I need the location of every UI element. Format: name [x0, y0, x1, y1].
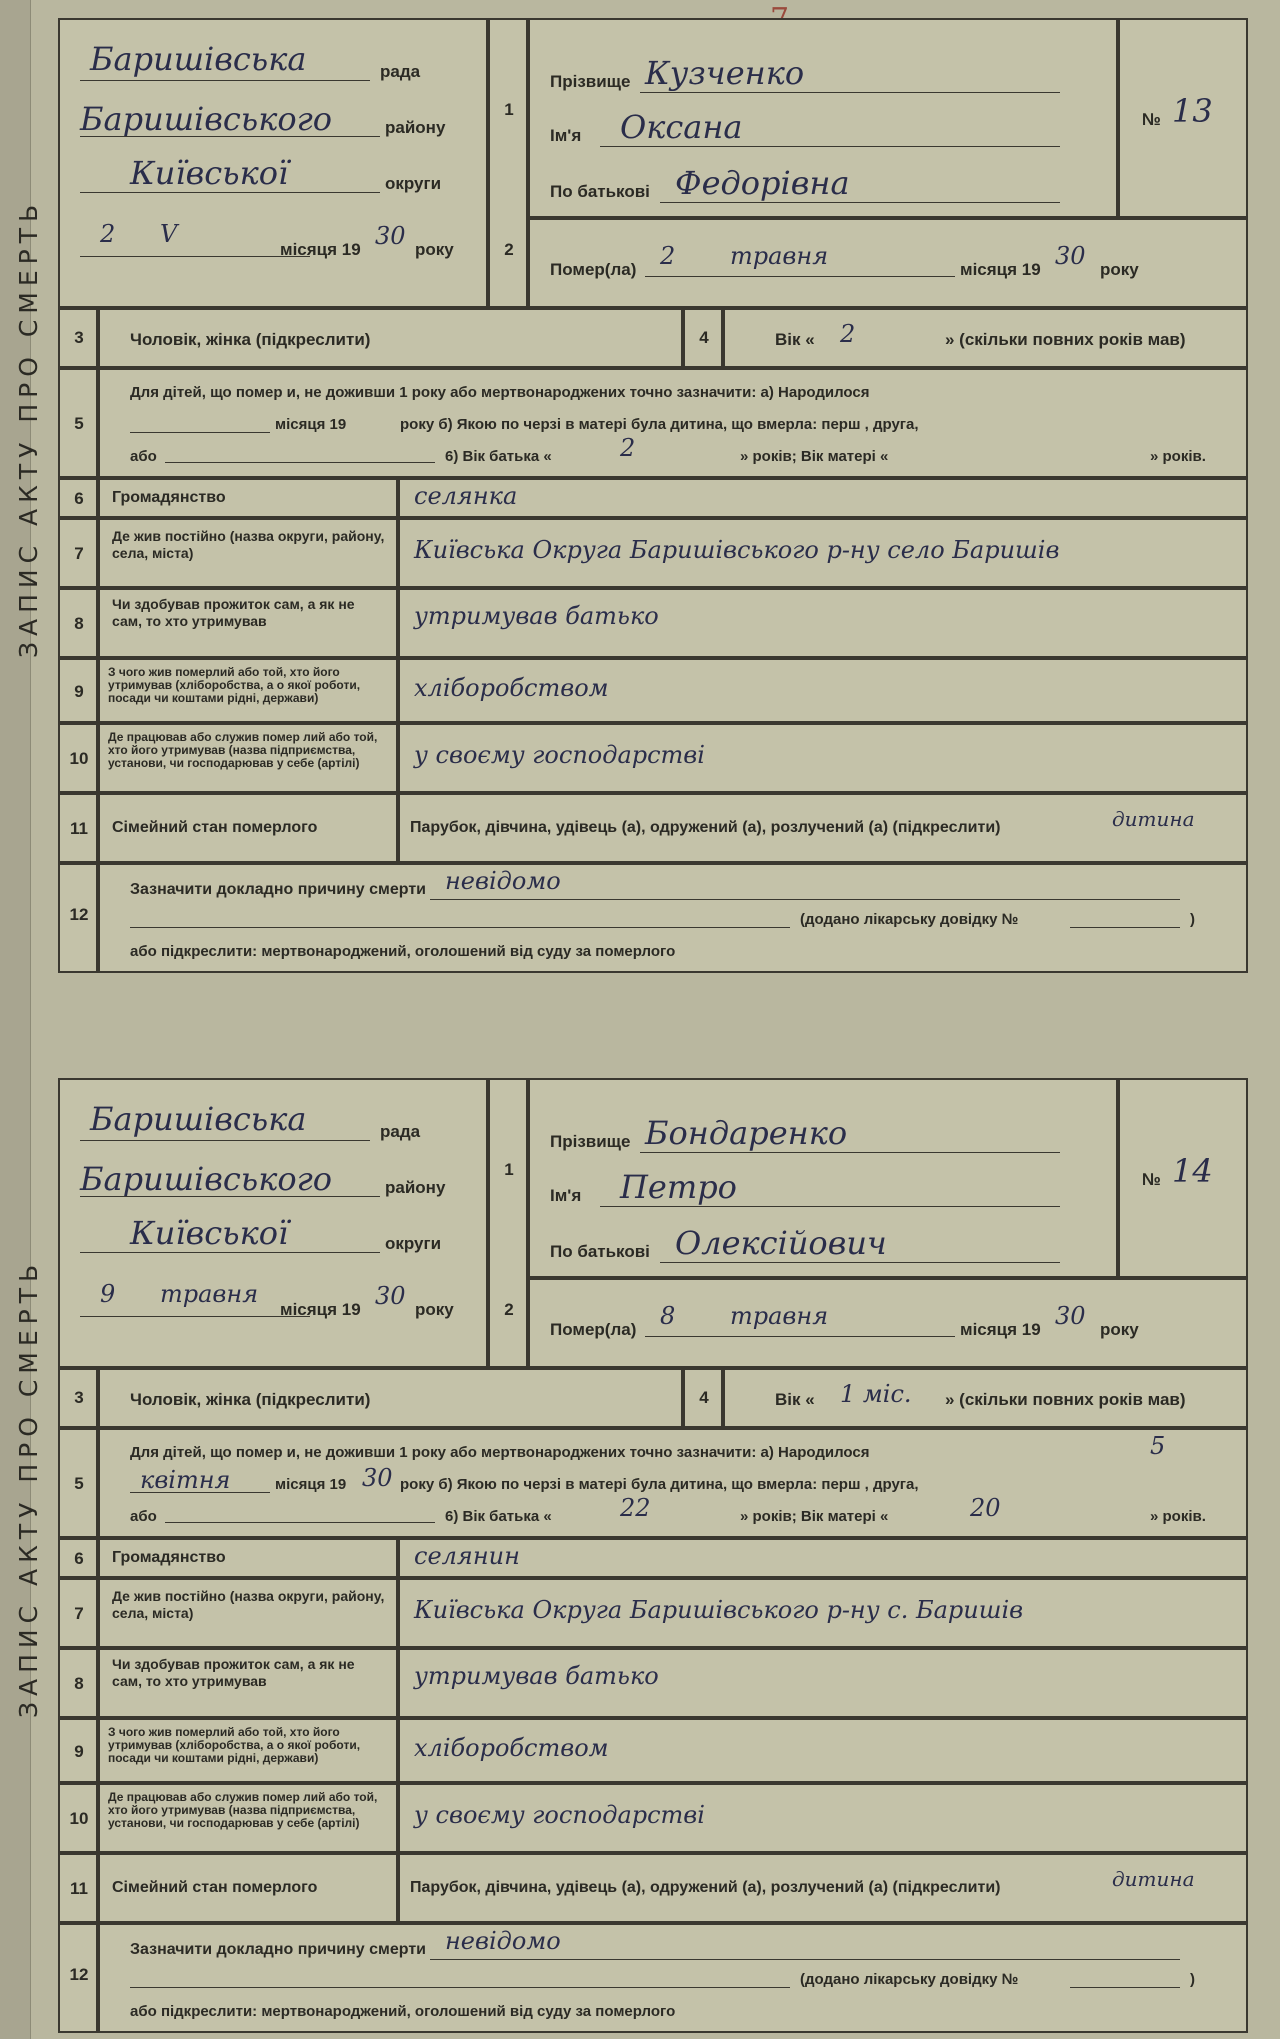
children-line-2b: року б) Якою по черзі в матері була дитина, що вмерла: перш , друга, — [400, 416, 919, 433]
patronymic-line — [660, 1262, 1060, 1263]
died-label: Помер(ла) — [550, 260, 637, 279]
patronymic-value: Олексійович — [675, 1224, 887, 1262]
reg-roku-label: року — [415, 1300, 454, 1319]
children-line-3c: » років; Вік матері « — [740, 448, 889, 465]
citizenship-value-cell — [398, 478, 1248, 518]
row-4-box — [683, 308, 723, 368]
row-number-5: 5 — [74, 414, 84, 433]
workplace-value-cell — [398, 1783, 1248, 1853]
okruha-value: Київської — [130, 154, 289, 192]
livelihood-value-cell — [398, 1648, 1248, 1718]
family-status-label-cell — [98, 1853, 398, 1923]
row-number-3: 3 — [74, 328, 84, 347]
raion-label: району — [385, 1178, 446, 1197]
age-value: 1 міс. — [840, 1380, 912, 1408]
family-status-label-cell — [98, 793, 398, 863]
record-number-value: 13 — [1172, 92, 1213, 130]
rada-value: Баришівська — [90, 40, 307, 78]
born-day-value: 5 — [1150, 1432, 1166, 1460]
row-number-4: 4 — [699, 1388, 709, 1407]
cause-value: невідомо — [445, 1927, 561, 1955]
row-number-1: 1 — [504, 100, 514, 119]
residence-value-cell — [398, 1578, 1248, 1648]
cause-line-3: або підкреслити: мертвонароджений, оголошений від суду за померлого — [130, 943, 676, 960]
surname-value: Бондаренко — [645, 1114, 848, 1152]
record-number-box — [1118, 18, 1248, 218]
surname-label: Прізвище — [550, 72, 631, 91]
children-box — [98, 368, 1248, 478]
row-6-num: 6 — [58, 1538, 98, 1578]
reg-day-value: 9 — [100, 1280, 116, 1308]
row-5-box — [58, 1428, 98, 1538]
rada-label: рада — [380, 62, 421, 81]
livelihood-label: Чи здобував прожиток сам, а як не сам, то хто утримував — [112, 596, 355, 629]
record-number-value: 14 — [1172, 1152, 1213, 1190]
surname-value: Кузченко — [645, 54, 805, 92]
cause-cell — [98, 863, 1248, 973]
residence-value: Київська Округа Баришівського р-ну с. Баришів — [414, 1596, 1024, 1624]
death-roku-label: року — [1100, 1320, 1139, 1339]
source-label-cell — [98, 658, 398, 723]
surname-label: Прізвище — [550, 1132, 631, 1151]
name-value: Оксана — [620, 108, 743, 146]
row-7-num: 7 — [58, 1578, 98, 1648]
death-year-value: 30 — [1055, 1302, 1086, 1330]
name-label: Ім'я — [550, 126, 582, 145]
family-status-label: Сімейний стан померлого — [112, 819, 318, 836]
row-8-num: 8 — [58, 1648, 98, 1718]
death-date-box — [528, 1278, 1248, 1368]
patronymic-label: По батькові — [550, 1242, 650, 1261]
citizenship-value: селянин — [414, 1542, 520, 1570]
row-6-num: 6 — [58, 478, 98, 518]
children-line-2: місяця 19 — [275, 1476, 347, 1493]
cause-line-1 — [430, 1959, 1180, 1960]
raion-line — [80, 136, 380, 137]
number-prefix: № — [1142, 1170, 1161, 1189]
age-value: 2 — [840, 320, 856, 348]
row-number-3: 3 — [74, 1388, 84, 1407]
name-label: Ім'я — [550, 1186, 582, 1205]
sex-box — [98, 1368, 683, 1428]
row-marker-1-2 — [488, 18, 528, 308]
surname-line — [640, 92, 1060, 93]
sex-box — [98, 308, 683, 368]
children-box — [98, 1428, 1248, 1538]
livelihood-label-cell — [98, 588, 398, 658]
citizenship-value-cell — [398, 1538, 1248, 1578]
reg-month-label: місяця 19 — [280, 240, 361, 259]
cause-value: невідомо — [445, 867, 561, 895]
family-status-options: Парубок, дівчина, удівець (а), одружений (а), розлучений (а) (підкреслити) — [410, 1879, 1001, 1896]
children-line-2b: року б) Якою по черзі в матері була дитина, що вмерла: перш , друга, — [400, 1476, 919, 1493]
workplace-label-cell — [98, 723, 398, 793]
raion-value: Баришівського — [80, 1160, 333, 1198]
cause-note: (додано лікарську довідку № — [800, 911, 1019, 928]
cause-line-2 — [130, 1987, 790, 1988]
sex-label: Чоловік, жінка (підкреслити) — [130, 1390, 371, 1409]
citizenship-label: Громадянство — [112, 1549, 226, 1566]
death-month-value: травня — [730, 242, 829, 270]
children-line-3a: або — [130, 1508, 157, 1525]
died-label: Помер(ла) — [550, 1320, 637, 1339]
source-value: хліборобством — [414, 674, 609, 702]
cause-label: Зазначити докладно причину смерти — [130, 881, 426, 898]
children-line-3b: 6) Вік батька « — [445, 448, 552, 465]
cause-line-2 — [130, 927, 790, 928]
residence-label-cell — [98, 1578, 398, 1648]
source-value-cell — [398, 1718, 1248, 1783]
children-line-3c: » років; Вік матері « — [740, 1508, 889, 1525]
mother-age-value: 20 — [970, 1494, 1001, 1522]
residence-label: Де жив постійно (назва округи, району, села, міста) — [112, 1588, 385, 1621]
workplace-value-cell — [398, 723, 1248, 793]
reg-roku-label: року — [415, 240, 454, 259]
reg-day-value: 2 — [100, 220, 116, 248]
registry-header-box — [58, 1078, 488, 1368]
children-line-3b: 6) Вік батька « — [445, 1508, 552, 1525]
residence-value: Київська Округа Баришівського р-ну село Баришів — [414, 536, 1060, 564]
reg-month-value: травня — [160, 1280, 259, 1308]
death-month-value: травня — [730, 1302, 829, 1330]
source-value-cell — [398, 658, 1248, 723]
patronymic-line — [660, 202, 1060, 203]
rada-line — [80, 1140, 370, 1141]
age-label: Вік « — [775, 1390, 815, 1409]
death-day-value: 2 — [660, 242, 676, 270]
workplace-label-cell — [98, 1783, 398, 1853]
source-label: З чого жив померлий або той, хто його утримував (хліборобства, а о якої роботи, посади чи коштами рідні, держави) — [108, 1725, 361, 1765]
livelihood-value: утримував батько — [414, 602, 659, 630]
name-line — [600, 146, 1060, 147]
row-7-num: 7 — [58, 518, 98, 588]
row-number-2: 2 — [504, 240, 514, 259]
row-number-5: 5 — [74, 1474, 84, 1493]
citizenship-label-cell — [98, 1538, 398, 1578]
raion-value: Баришівського — [80, 100, 333, 138]
family-status-value: дитина — [1112, 807, 1195, 831]
reg-year-value: 30 — [375, 222, 406, 250]
children-line-3d: » років. — [1150, 448, 1206, 465]
death-date-line — [645, 1336, 955, 1337]
livelihood-label: Чи здобував прожиток сам, а як не сам, то хто утримував — [112, 1656, 355, 1689]
livelihood-label-cell — [98, 1648, 398, 1718]
residence-value-cell — [398, 518, 1248, 588]
record-vertical-title: ЗАПИС АКТУ ПРО СМЕРТЬ — [14, 1258, 43, 1718]
residence-label: Де жив постійно (назва округи, району, села, міста) — [112, 528, 385, 561]
row-12-num: 12 — [58, 863, 98, 973]
reg-year-value: 30 — [375, 1282, 406, 1310]
livelihood-value: утримував батько — [414, 1662, 659, 1690]
cause-note-close: ) — [1190, 911, 1195, 928]
age-label: Вік « — [775, 330, 815, 349]
cause-line-1 — [430, 899, 1180, 900]
row-4-box — [683, 1368, 723, 1428]
family-status-options: Парубок, дівчина, удівець (а), одружений (а), розлучений (а) (підкреслити) — [410, 819, 1001, 836]
children-line-2: місяця 19 — [275, 416, 347, 433]
row-8-num: 8 — [58, 588, 98, 658]
row-11-num: 11 — [58, 1853, 98, 1923]
source-label: З чого жив померлий або той, хто його утримував (хліборобства, а о якої роботи, посади чи коштами рідні, держави) — [108, 665, 361, 705]
okruha-value: Київської — [130, 1214, 289, 1252]
rada-label: рада — [380, 1122, 421, 1141]
workplace-value: у своєму господарстві — [414, 1801, 705, 1829]
children-line-3-blank — [165, 462, 435, 463]
row-10-num: 10 — [58, 723, 98, 793]
born-month-line — [130, 432, 270, 433]
family-status-value-cell — [398, 1853, 1248, 1923]
age-suffix: » (скільки повних років мав) — [945, 1390, 1186, 1409]
rada-line — [80, 80, 370, 81]
children-line-3a: або — [130, 448, 157, 465]
death-roku-label: року — [1100, 260, 1139, 279]
row-number-2: 2 — [504, 1300, 514, 1319]
row-9-num: 9 — [58, 1718, 98, 1783]
death-date-box — [528, 218, 1248, 308]
children-line-1: Для дітей, що помер и, не доживши 1 року або мертвонароджених точно зазначити: а) Народилося — [130, 1444, 870, 1461]
age-suffix: » (скільки повних років мав) — [945, 330, 1186, 349]
children-line-3d: » років. — [1150, 1508, 1206, 1525]
source-label-cell — [98, 1718, 398, 1783]
row-12-num: 12 — [58, 1923, 98, 2033]
row-number-1: 1 — [504, 1160, 514, 1179]
death-date-line — [645, 276, 955, 277]
cause-note: (додано лікарську довідку № — [800, 1971, 1019, 1988]
death-day-value: 8 — [660, 1302, 676, 1330]
workplace-value: у своєму господарстві — [414, 741, 705, 769]
row-11-num: 11 — [58, 793, 98, 863]
workplace-label: Де працював або служив помер лий або той, хто його утримував (назва підприємства, установи, чи господарював у себе (артілі) — [108, 730, 378, 770]
cause-label: Зазначити докладно причину смерти — [130, 1941, 426, 1958]
citizenship-label-cell — [98, 478, 398, 518]
age-box — [723, 1368, 1248, 1428]
age-box — [723, 308, 1248, 368]
born-month-line — [130, 1492, 270, 1493]
row-number-4: 4 — [699, 328, 709, 347]
name-box — [528, 1078, 1118, 1278]
reg-month-label: місяця 19 — [280, 1300, 361, 1319]
reg-month-value: V — [160, 220, 178, 248]
okruha-label: округи — [385, 1234, 442, 1253]
reg-date-line — [80, 256, 310, 257]
registry-header-box — [58, 18, 488, 308]
workplace-label: Де працював або служив помер лий або той, хто його утримував (назва підприємства, установи, чи господарював у себе (артілі) — [108, 1790, 378, 1830]
number-prefix: № — [1142, 110, 1161, 129]
cause-note-line — [1070, 927, 1180, 928]
row-marker-1-2 — [488, 1078, 528, 1368]
residence-label-cell — [98, 518, 398, 588]
livelihood-value-cell — [398, 588, 1248, 658]
rada-value: Баришівська — [90, 1100, 307, 1138]
name-value: Петро — [620, 1168, 737, 1206]
father-age-value: 22 — [620, 1494, 651, 1522]
name-box — [528, 18, 1118, 218]
okruha-label: округи — [385, 174, 442, 193]
children-line-3-blank — [165, 1522, 435, 1523]
okruha-line — [80, 1252, 380, 1253]
born-month-value: квітня — [140, 1466, 231, 1494]
citizenship-value: селянка — [414, 482, 518, 510]
citizenship-label: Громадянство — [112, 489, 226, 506]
raion-line — [80, 1196, 380, 1197]
family-status-value: дитина — [1112, 1867, 1195, 1891]
surname-line — [640, 1152, 1060, 1153]
row-10-num: 10 — [58, 1783, 98, 1853]
sex-label: Чоловік, жінка (підкреслити) — [130, 330, 371, 349]
record-number-box — [1118, 1078, 1248, 1278]
name-line — [600, 1206, 1060, 1207]
death-month-label: місяця 19 — [960, 1320, 1041, 1339]
cause-line-3: або підкреслити: мертвонароджений, оголошений від суду за померлого — [130, 2003, 676, 2020]
reg-date-line — [80, 1316, 310, 1317]
row-9-num: 9 — [58, 658, 98, 723]
born-year-value: 30 — [362, 1464, 393, 1492]
row-3-box — [58, 1368, 98, 1428]
cause-note-line — [1070, 1987, 1180, 1988]
family-status-value-cell — [398, 793, 1248, 863]
patronymic-value: Федорівна — [675, 164, 850, 202]
death-month-label: місяця 19 — [960, 260, 1041, 279]
children-line-1: Для дітей, що помер и, не доживши 1 року або мертвонароджених точно зазначити: а) Народилося — [130, 384, 870, 401]
patronymic-label: По батькові — [550, 182, 650, 201]
okruha-line — [80, 192, 380, 193]
father-age-value: 2 — [620, 434, 636, 462]
row-5-box — [58, 368, 98, 478]
cause-note-close: ) — [1190, 1971, 1195, 1988]
death-year-value: 30 — [1055, 242, 1086, 270]
row-3-box — [58, 308, 98, 368]
source-value: хліборобством — [414, 1734, 609, 1762]
family-status-label: Сімейний стан померлого — [112, 1879, 318, 1896]
raion-label: району — [385, 118, 446, 137]
record-vertical-title: ЗАПИС АКТУ ПРО СМЕРТЬ — [14, 198, 43, 658]
cause-cell — [98, 1923, 1248, 2033]
